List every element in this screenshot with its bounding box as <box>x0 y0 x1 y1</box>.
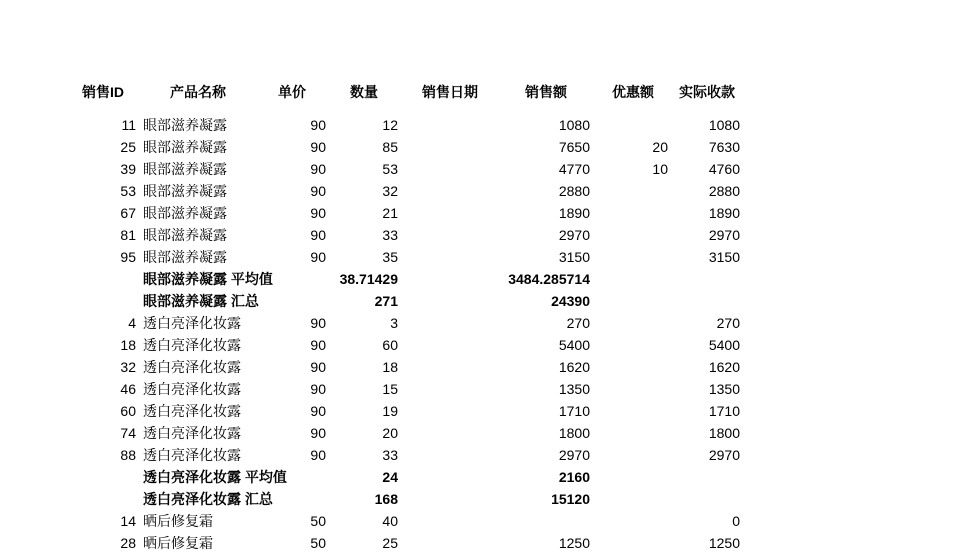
cell-sale-id[interactable]: 60 <box>120 403 136 419</box>
subtotal-row <box>0 488 960 510</box>
cell-actual-receipt[interactable] <box>670 290 740 312</box>
header-product-name[interactable]: 产品名称 <box>170 84 226 100</box>
table-row <box>0 532 960 554</box>
cell-sale-date[interactable] <box>405 400 495 422</box>
cell-sales-amount[interactable]: 2970 <box>558 447 590 463</box>
cell-sales-amount[interactable]: 2880 <box>558 183 590 199</box>
cell-sale-date[interactable] <box>405 532 495 554</box>
cell-sale-id[interactable] <box>70 268 136 290</box>
cell-product-name[interactable]: 透白亮泽化妆露 <box>143 403 241 419</box>
cell-sales-amount[interactable]: 15120 <box>551 491 590 507</box>
cell-actual-receipt[interactable]: 4760 <box>708 161 740 177</box>
header-unit-price[interactable]: 单价 <box>278 84 306 100</box>
cell-product-name[interactable]: 眼部滋养凝露 <box>143 161 227 177</box>
cell-unit-price[interactable]: 90 <box>310 315 326 331</box>
cell-sales-amount[interactable]: 2970 <box>558 227 590 243</box>
cell-quantity[interactable]: 32 <box>382 183 398 199</box>
cell-discount[interactable] <box>600 202 668 224</box>
cell-product-name[interactable]: 眼部滋养凝露 汇总 <box>143 293 259 309</box>
header-sale-date[interactable]: 销售日期 <box>422 84 478 100</box>
cell-sale-date[interactable] <box>405 202 495 224</box>
cell-sale-date[interactable] <box>405 334 495 356</box>
cell-sale-id[interactable]: 28 <box>120 535 136 551</box>
cell-sales-amount[interactable]: 2160 <box>558 469 590 485</box>
cell-discount[interactable] <box>600 224 668 246</box>
cell-discount[interactable] <box>600 290 668 312</box>
header-discount[interactable]: 优惠额 <box>612 84 654 100</box>
cell-sales-amount[interactable]: 4770 <box>558 161 590 177</box>
cell-actual-receipt[interactable] <box>670 488 740 510</box>
cell-quantity[interactable]: 12 <box>382 117 398 133</box>
cell-unit-price[interactable]: 90 <box>310 381 326 397</box>
cell-quantity[interactable]: 15 <box>382 381 398 397</box>
cell-quantity[interactable]: 85 <box>382 139 398 155</box>
cell-actual-receipt[interactable]: 270 <box>716 315 740 331</box>
cell-sale-id[interactable]: 46 <box>120 381 136 397</box>
cell-sale-id[interactable] <box>70 290 136 312</box>
cell-product-name[interactable]: 透白亮泽化妆露 汇总 <box>143 491 273 507</box>
cell-sale-id[interactable]: 67 <box>120 205 136 221</box>
table-row <box>0 158 960 180</box>
cell-actual-receipt[interactable]: 2880 <box>708 183 740 199</box>
cell-unit-price[interactable] <box>262 290 326 312</box>
cell-discount[interactable]: 20 <box>652 139 668 155</box>
cell-sales-amount[interactable]: 3150 <box>558 249 590 265</box>
cell-actual-receipt[interactable]: 5400 <box>708 337 740 353</box>
cell-discount[interactable] <box>600 246 668 268</box>
table-row <box>0 422 960 444</box>
cell-sales-amount[interactable]: 5400 <box>558 337 590 353</box>
cell-discount[interactable] <box>600 444 668 466</box>
cell-quantity[interactable]: 35 <box>382 249 398 265</box>
cell-sales-amount[interactable]: 1890 <box>558 205 590 221</box>
cell-sale-date[interactable] <box>405 312 495 334</box>
cell-quantity[interactable]: 18 <box>382 359 398 375</box>
cell-unit-price[interactable]: 90 <box>310 403 326 419</box>
cell-sale-date[interactable] <box>405 136 495 158</box>
cell-sale-id[interactable]: 25 <box>120 139 136 155</box>
table-row <box>0 312 960 334</box>
cell-sale-date[interactable] <box>405 422 495 444</box>
cell-unit-price[interactable]: 90 <box>310 117 326 133</box>
cell-product-name[interactable]: 透白亮泽化妆露 <box>143 337 241 353</box>
cell-product-name[interactable]: 透白亮泽化妆露 <box>143 315 241 331</box>
cell-actual-receipt[interactable]: 1890 <box>708 205 740 221</box>
cell-sale-id[interactable]: 32 <box>120 359 136 375</box>
table-row <box>0 180 960 202</box>
cell-quantity[interactable]: 24 <box>382 469 398 485</box>
cell-product-name[interactable]: 眼部滋养凝露 <box>143 139 227 155</box>
cell-discount[interactable] <box>600 180 668 202</box>
cell-discount[interactable]: 10 <box>652 161 668 177</box>
cell-sales-amount[interactable]: 1250 <box>558 535 590 551</box>
cell-unit-price[interactable] <box>262 488 326 510</box>
cell-quantity[interactable]: 21 <box>382 205 398 221</box>
cell-sale-id[interactable]: 74 <box>120 425 136 441</box>
cell-quantity[interactable]: 19 <box>382 403 398 419</box>
cell-sale-date[interactable] <box>405 510 495 532</box>
cell-quantity[interactable]: 33 <box>382 447 398 463</box>
cell-sale-date[interactable] <box>405 378 495 400</box>
table-row <box>0 246 960 268</box>
cell-sales-amount[interactable]: 1800 <box>558 425 590 441</box>
table-row <box>0 136 960 158</box>
cell-product-name[interactable]: 眼部滋养凝露 平均值 <box>143 271 273 287</box>
cell-product-name[interactable]: 眼部滋养凝露 <box>143 227 227 243</box>
cell-sales-amount[interactable]: 7650 <box>558 139 590 155</box>
cell-discount[interactable] <box>600 422 668 444</box>
cell-discount[interactable] <box>600 114 668 136</box>
cell-actual-receipt[interactable]: 1350 <box>708 381 740 397</box>
cell-discount[interactable] <box>600 334 668 356</box>
cell-sale-id[interactable] <box>70 466 136 488</box>
cell-actual-receipt[interactable]: 1620 <box>708 359 740 375</box>
header-quantity[interactable]: 数量 <box>350 84 378 100</box>
cell-unit-price[interactable]: 90 <box>310 205 326 221</box>
cell-discount[interactable] <box>600 268 668 290</box>
cell-quantity[interactable]: 33 <box>382 227 398 243</box>
cell-sales-amount[interactable]: 1080 <box>558 117 590 133</box>
header-sale-id[interactable]: 销售ID <box>82 84 124 100</box>
cell-unit-price[interactable]: 90 <box>310 183 326 199</box>
cell-sale-id[interactable]: 14 <box>120 513 136 529</box>
cell-discount[interactable] <box>600 532 668 554</box>
cell-sale-id[interactable]: 53 <box>120 183 136 199</box>
cell-sale-id[interactable]: 88 <box>120 447 136 463</box>
subtotal-row <box>0 290 960 312</box>
cell-product-name[interactable]: 透白亮泽化妆露 <box>143 359 241 375</box>
cell-actual-receipt[interactable]: 2970 <box>708 447 740 463</box>
cell-product-name[interactable]: 眼部滋养凝露 <box>143 117 227 133</box>
cell-discount[interactable] <box>600 378 668 400</box>
cell-sale-id[interactable]: 11 <box>121 117 136 133</box>
cell-discount[interactable] <box>600 488 668 510</box>
cell-quantity[interactable]: 25 <box>382 535 398 551</box>
cell-sale-date[interactable] <box>405 246 495 268</box>
cell-unit-price[interactable] <box>262 466 326 488</box>
table-row <box>0 114 960 136</box>
cell-unit-price[interactable]: 90 <box>310 425 326 441</box>
cell-sale-id[interactable]: 18 <box>120 337 136 353</box>
cell-sale-date[interactable] <box>405 356 495 378</box>
header-actual-receipt[interactable]: 实际收款 <box>679 84 735 100</box>
cell-product-name[interactable]: 晒后修复霜 <box>143 535 213 551</box>
cell-sales-amount[interactable]: 1620 <box>558 359 590 375</box>
cell-unit-price[interactable]: 90 <box>310 227 326 243</box>
cell-quantity[interactable]: 40 <box>382 513 398 529</box>
cell-sale-id[interactable]: 81 <box>120 227 136 243</box>
cell-quantity[interactable]: 271 <box>374 293 398 309</box>
cell-actual-receipt[interactable]: 1710 <box>708 403 740 419</box>
table-row <box>0 224 960 246</box>
cell-sale-date[interactable] <box>405 224 495 246</box>
cell-unit-price[interactable]: 50 <box>310 513 326 529</box>
cell-unit-price[interactable]: 50 <box>310 535 326 551</box>
table-row <box>0 356 960 378</box>
cell-actual-receipt[interactable]: 2970 <box>708 227 740 243</box>
cell-product-name[interactable]: 眼部滋养凝露 <box>143 183 227 199</box>
cell-product-name[interactable]: 眼部滋养凝露 <box>143 205 227 221</box>
cell-actual-receipt[interactable] <box>670 466 740 488</box>
cell-discount[interactable] <box>600 356 668 378</box>
cell-discount[interactable] <box>600 400 668 422</box>
cell-sale-date[interactable] <box>405 268 495 290</box>
cell-sale-date[interactable] <box>405 158 495 180</box>
cell-sale-date[interactable] <box>405 466 495 488</box>
cell-quantity[interactable]: 60 <box>382 337 398 353</box>
cell-unit-price[interactable]: 90 <box>310 359 326 375</box>
table-row <box>0 400 960 422</box>
cell-product-name[interactable]: 晒后修复霜 <box>143 513 213 529</box>
cell-product-name[interactable]: 透白亮泽化妆露 平均值 <box>143 469 287 485</box>
cell-sale-date[interactable] <box>405 180 495 202</box>
cell-actual-receipt[interactable]: 1250 <box>708 535 740 551</box>
cell-discount[interactable] <box>600 466 668 488</box>
table-row <box>0 334 960 356</box>
cell-discount[interactable] <box>600 510 668 532</box>
table-row <box>0 202 960 224</box>
cell-sale-id[interactable]: 39 <box>120 161 136 177</box>
header-row <box>0 81 960 103</box>
subtotal-row <box>0 466 960 488</box>
cell-unit-price[interactable]: 90 <box>310 161 326 177</box>
table-row <box>0 378 960 400</box>
cell-unit-price[interactable]: 90 <box>310 249 326 265</box>
cell-actual-receipt[interactable]: 0 <box>732 513 740 529</box>
cell-actual-receipt[interactable]: 1080 <box>708 117 740 133</box>
cell-sales-amount[interactable]: 3484.285714 <box>508 271 590 287</box>
cell-quantity[interactable]: 53 <box>382 161 398 177</box>
cell-sale-date[interactable] <box>405 444 495 466</box>
cell-quantity[interactable]: 38.71429 <box>339 271 398 287</box>
cell-unit-price[interactable]: 90 <box>310 447 326 463</box>
cell-sale-id[interactable]: 4 <box>128 315 136 331</box>
cell-product-name[interactable]: 透白亮泽化妆露 <box>143 425 241 441</box>
cell-sale-id[interactable] <box>70 488 136 510</box>
cell-actual-receipt[interactable]: 3150 <box>708 249 740 265</box>
cell-unit-price[interactable] <box>262 268 326 290</box>
cell-actual-receipt[interactable]: 1800 <box>708 425 740 441</box>
cell-actual-receipt[interactable] <box>670 268 740 290</box>
header-sales-amount[interactable]: 销售额 <box>525 84 567 100</box>
cell-unit-price[interactable]: 90 <box>310 139 326 155</box>
cell-sales-amount[interactable] <box>490 510 590 532</box>
cell-product-name[interactable]: 眼部滋养凝露 <box>143 249 227 265</box>
cell-quantity[interactable]: 168 <box>374 491 398 507</box>
cell-unit-price[interactable]: 90 <box>310 337 326 353</box>
cell-product-name[interactable]: 透白亮泽化妆露 <box>143 381 241 397</box>
cell-sale-date[interactable] <box>405 290 495 312</box>
cell-sales-amount[interactable]: 270 <box>566 315 590 331</box>
cell-quantity[interactable]: 20 <box>382 425 398 441</box>
cell-sales-amount[interactable]: 1710 <box>558 403 590 419</box>
cell-discount[interactable] <box>600 312 668 334</box>
table-row <box>0 510 960 532</box>
cell-sales-amount[interactable]: 1350 <box>558 381 590 397</box>
cell-actual-receipt[interactable]: 7630 <box>708 139 740 155</box>
cell-sale-id[interactable]: 95 <box>120 249 136 265</box>
cell-product-name[interactable]: 透白亮泽化妆露 <box>143 447 241 463</box>
cell-quantity[interactable]: 3 <box>390 315 398 331</box>
cell-sale-date[interactable] <box>405 488 495 510</box>
subtotal-row <box>0 268 960 290</box>
table-row <box>0 444 960 466</box>
cell-sale-date[interactable] <box>405 114 495 136</box>
cell-sales-amount[interactable]: 24390 <box>551 293 590 309</box>
